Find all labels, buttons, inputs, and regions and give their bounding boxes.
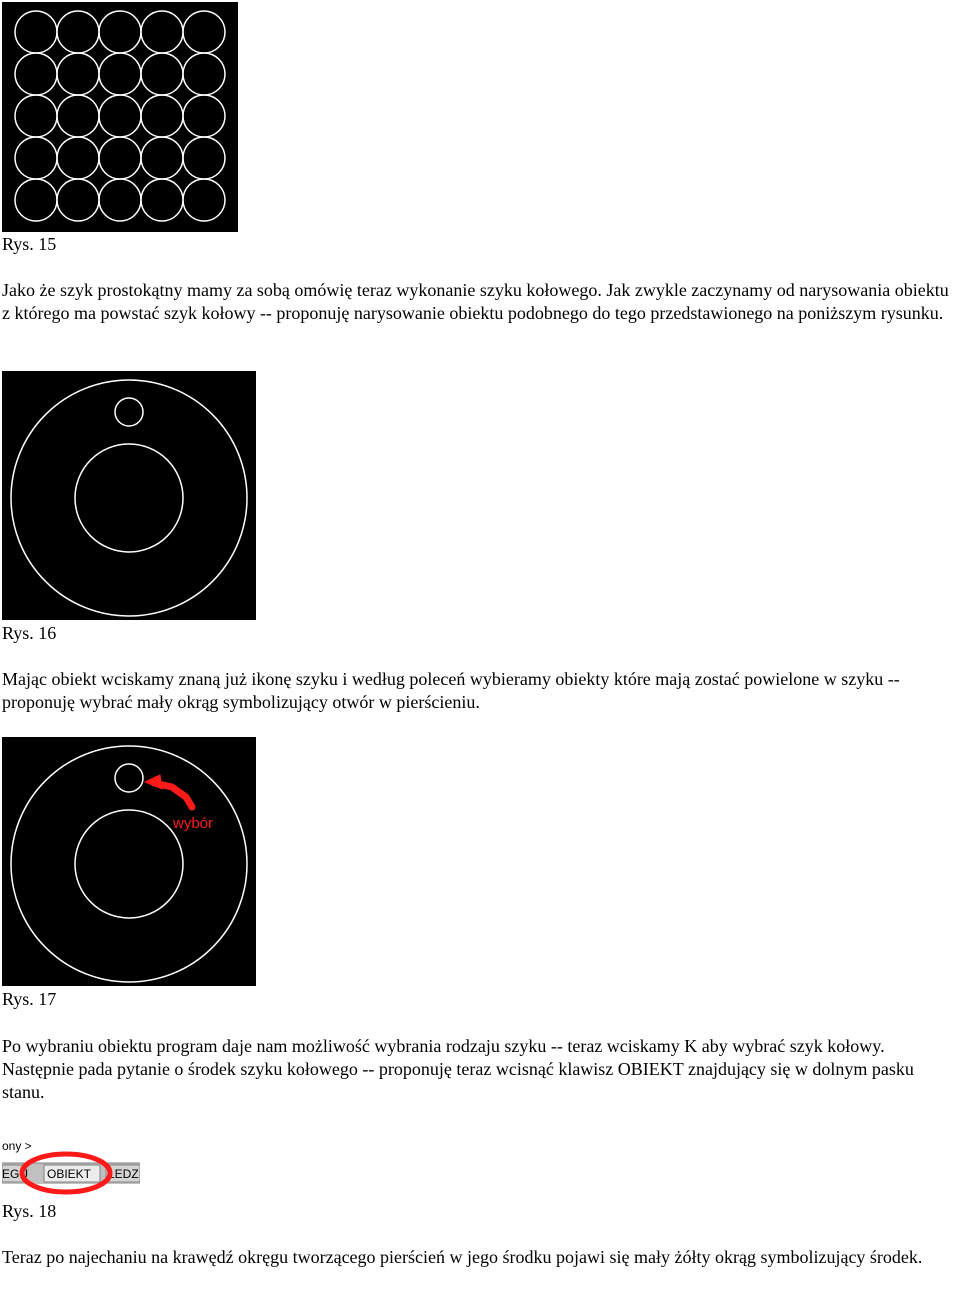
- command-prompt-text: ony >: [2, 1139, 32, 1153]
- figure-caption: Rys. 17: [2, 989, 57, 1009]
- status-button-left: EGU: [2, 1167, 29, 1181]
- obiekt-button: OBIEKT: [47, 1167, 92, 1181]
- status-button-right: LEDZ: [108, 1167, 139, 1181]
- figure-selection: [2, 737, 256, 986]
- figure-status-bar: [2, 1126, 140, 1196]
- paragraph: Teraz po najechaniu na krawędź okręgu tworzącego pierścień w jego środku pojawi się mały żółty okrąg symbolizujący środek.: [2, 1247, 923, 1267]
- paragraph: Mając obiekt wciskamy znaną już ikonę szyku i według poleceń wybieramy obiekty które mają zostać powielone w szyku -- proponuję wybrać mały okrąg symbolizujący otwór w pierścieniu.: [2, 669, 900, 712]
- paragraph: Po wybraniu obiektu program daje nam możliwość wybrania rodzaju szyku -- teraz wciskamy K aby wybrać szyk kołowy. Następnie pada pytanie o środek szyku kołowego -- proponuję teraz wcisnąć klawisz OBIEKT znajdujący się w dolnym pasku stanu.: [2, 1036, 914, 1102]
- figure-caption: Rys. 15: [2, 234, 57, 254]
- selection-annotation: wybór: [173, 815, 214, 832]
- paragraph: Jako że szyk prostokątny mamy za sobą omówię teraz wykonanie szyku kołowego. Jak zwykle zaczynamy od narysowania obiektu z którego ma powstać szyk kołowy -- proponuję narysowanie obiektu podobnego do tego przedstawionego na poniższym rysunku.: [2, 280, 949, 323]
- figure-caption: Rys. 16: [2, 623, 57, 643]
- figure-ring-with-hole: [2, 371, 256, 620]
- figure-caption: Rys. 18: [2, 1201, 57, 1221]
- figure-rectangular-array: [2, 2, 238, 232]
